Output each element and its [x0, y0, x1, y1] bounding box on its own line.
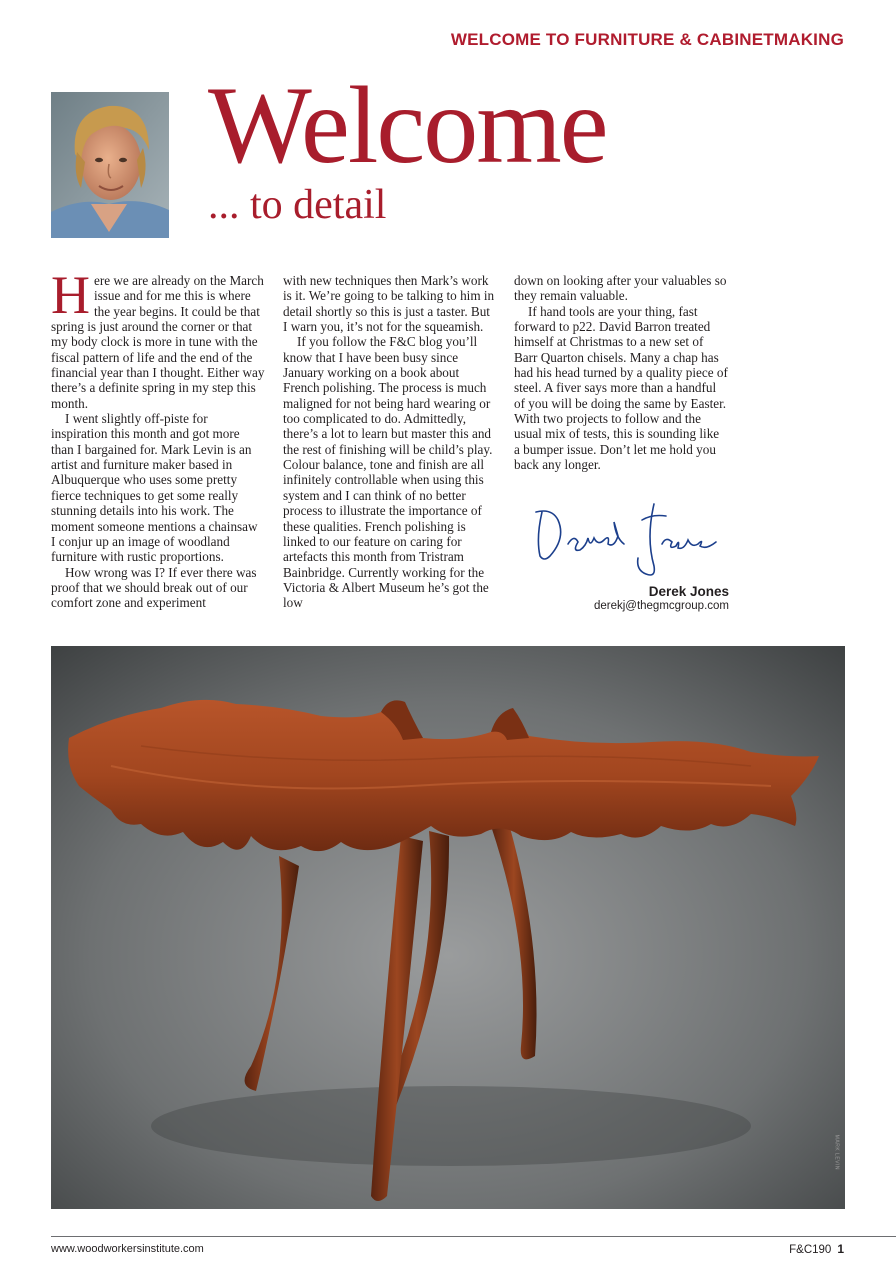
- issue-number: F&C190: [789, 1244, 832, 1256]
- paragraph: with new techniques then Mark’s work is it. We’re going to be talking to him in detail shortly so this is just a taster. But I warn you, it’s not for the squeamish.: [283, 273, 495, 335]
- article-column-3: [514, 273, 728, 472]
- headline: Welcome: [208, 64, 607, 186]
- paragraph: I went slightly off-piste for inspiration this month and got more than I bargained for. Mark Levin is an artist and furniture maker based in Albuquerque who uses some pretty fierce techniques to get some really stunning details into his work. The moment someone mentions a chainsaw I conjur up an image of woodland furniture with rustic proportions.: [51, 411, 258, 565]
- author-name: Derek Jones: [648, 584, 729, 599]
- page-number: 1: [837, 1242, 844, 1256]
- paragraph: If you follow the F&C blog you’ll know that I have been busy since January working on a book about French polishing. The process is much maligned for not being hard wearing or too complicated to do. Admittedly, there’s a lot to learn but master this and the rest of finishing will be child’s play. Colour balance, tone and finish are all infinitely controllable when using this system and I can think of no better process to illustrate the importance of these qualities. French polishing is linked to our feature on caring for artefacts this month from Tristram Bainbridge. Currently working for the Victoria & Albert Museum he’s got the low: [283, 334, 493, 611]
- paragraph: How wrong was I? If ever there was proof that we should break out of our comfort zone and experiment: [51, 564, 257, 611]
- author-email[interactable]: derekj@thegmcgroup.com: [593, 600, 729, 612]
- footer-divider: [51, 1236, 896, 1237]
- feature-photo: [51, 646, 845, 1209]
- paragraph: down on looking after your valuables so they remain valuable.: [514, 273, 727, 304]
- section-header: WELCOME TO FURNITURE & CABINETMAKING: [450, 30, 844, 49]
- article-column-1: [51, 265, 265, 611]
- editor-portrait: [51, 92, 169, 238]
- footer-issue: [789, 1242, 844, 1256]
- handwritten-signature: [528, 498, 728, 582]
- drop-cap: H: [51, 265, 90, 325]
- photo-credit: MARK LEVIN: [833, 1134, 839, 1170]
- article-column-2: [283, 273, 497, 611]
- subheadline: ... to detail: [208, 182, 387, 228]
- paragraph-text: ere we are already on the March issue and for me this is where the year begins. It could be that spring is just around the corner or that my body clock is more in tune with the fiscal pattern of life and the end of the financial year than I thought. Either way there’s a definite spring in my step this month.: [51, 273, 265, 411]
- footer-website[interactable]: www.woodworkersinstitute.com: [51, 1243, 204, 1255]
- paragraph: [51, 265, 265, 411]
- paragraph: If hand tools are your thing, fast forward to p22. David Barron treated himself at Christmas to a new set of Barr Quarton chisels. Many a chap has had his head turned by a quality piece of steel. A fiver says more than a handful of you will be doing the same by Easter. With two projects to follow and the usual mix of tests, this is sounding like a bumper issue. Don’t let me hold you back any longer.: [514, 303, 728, 473]
